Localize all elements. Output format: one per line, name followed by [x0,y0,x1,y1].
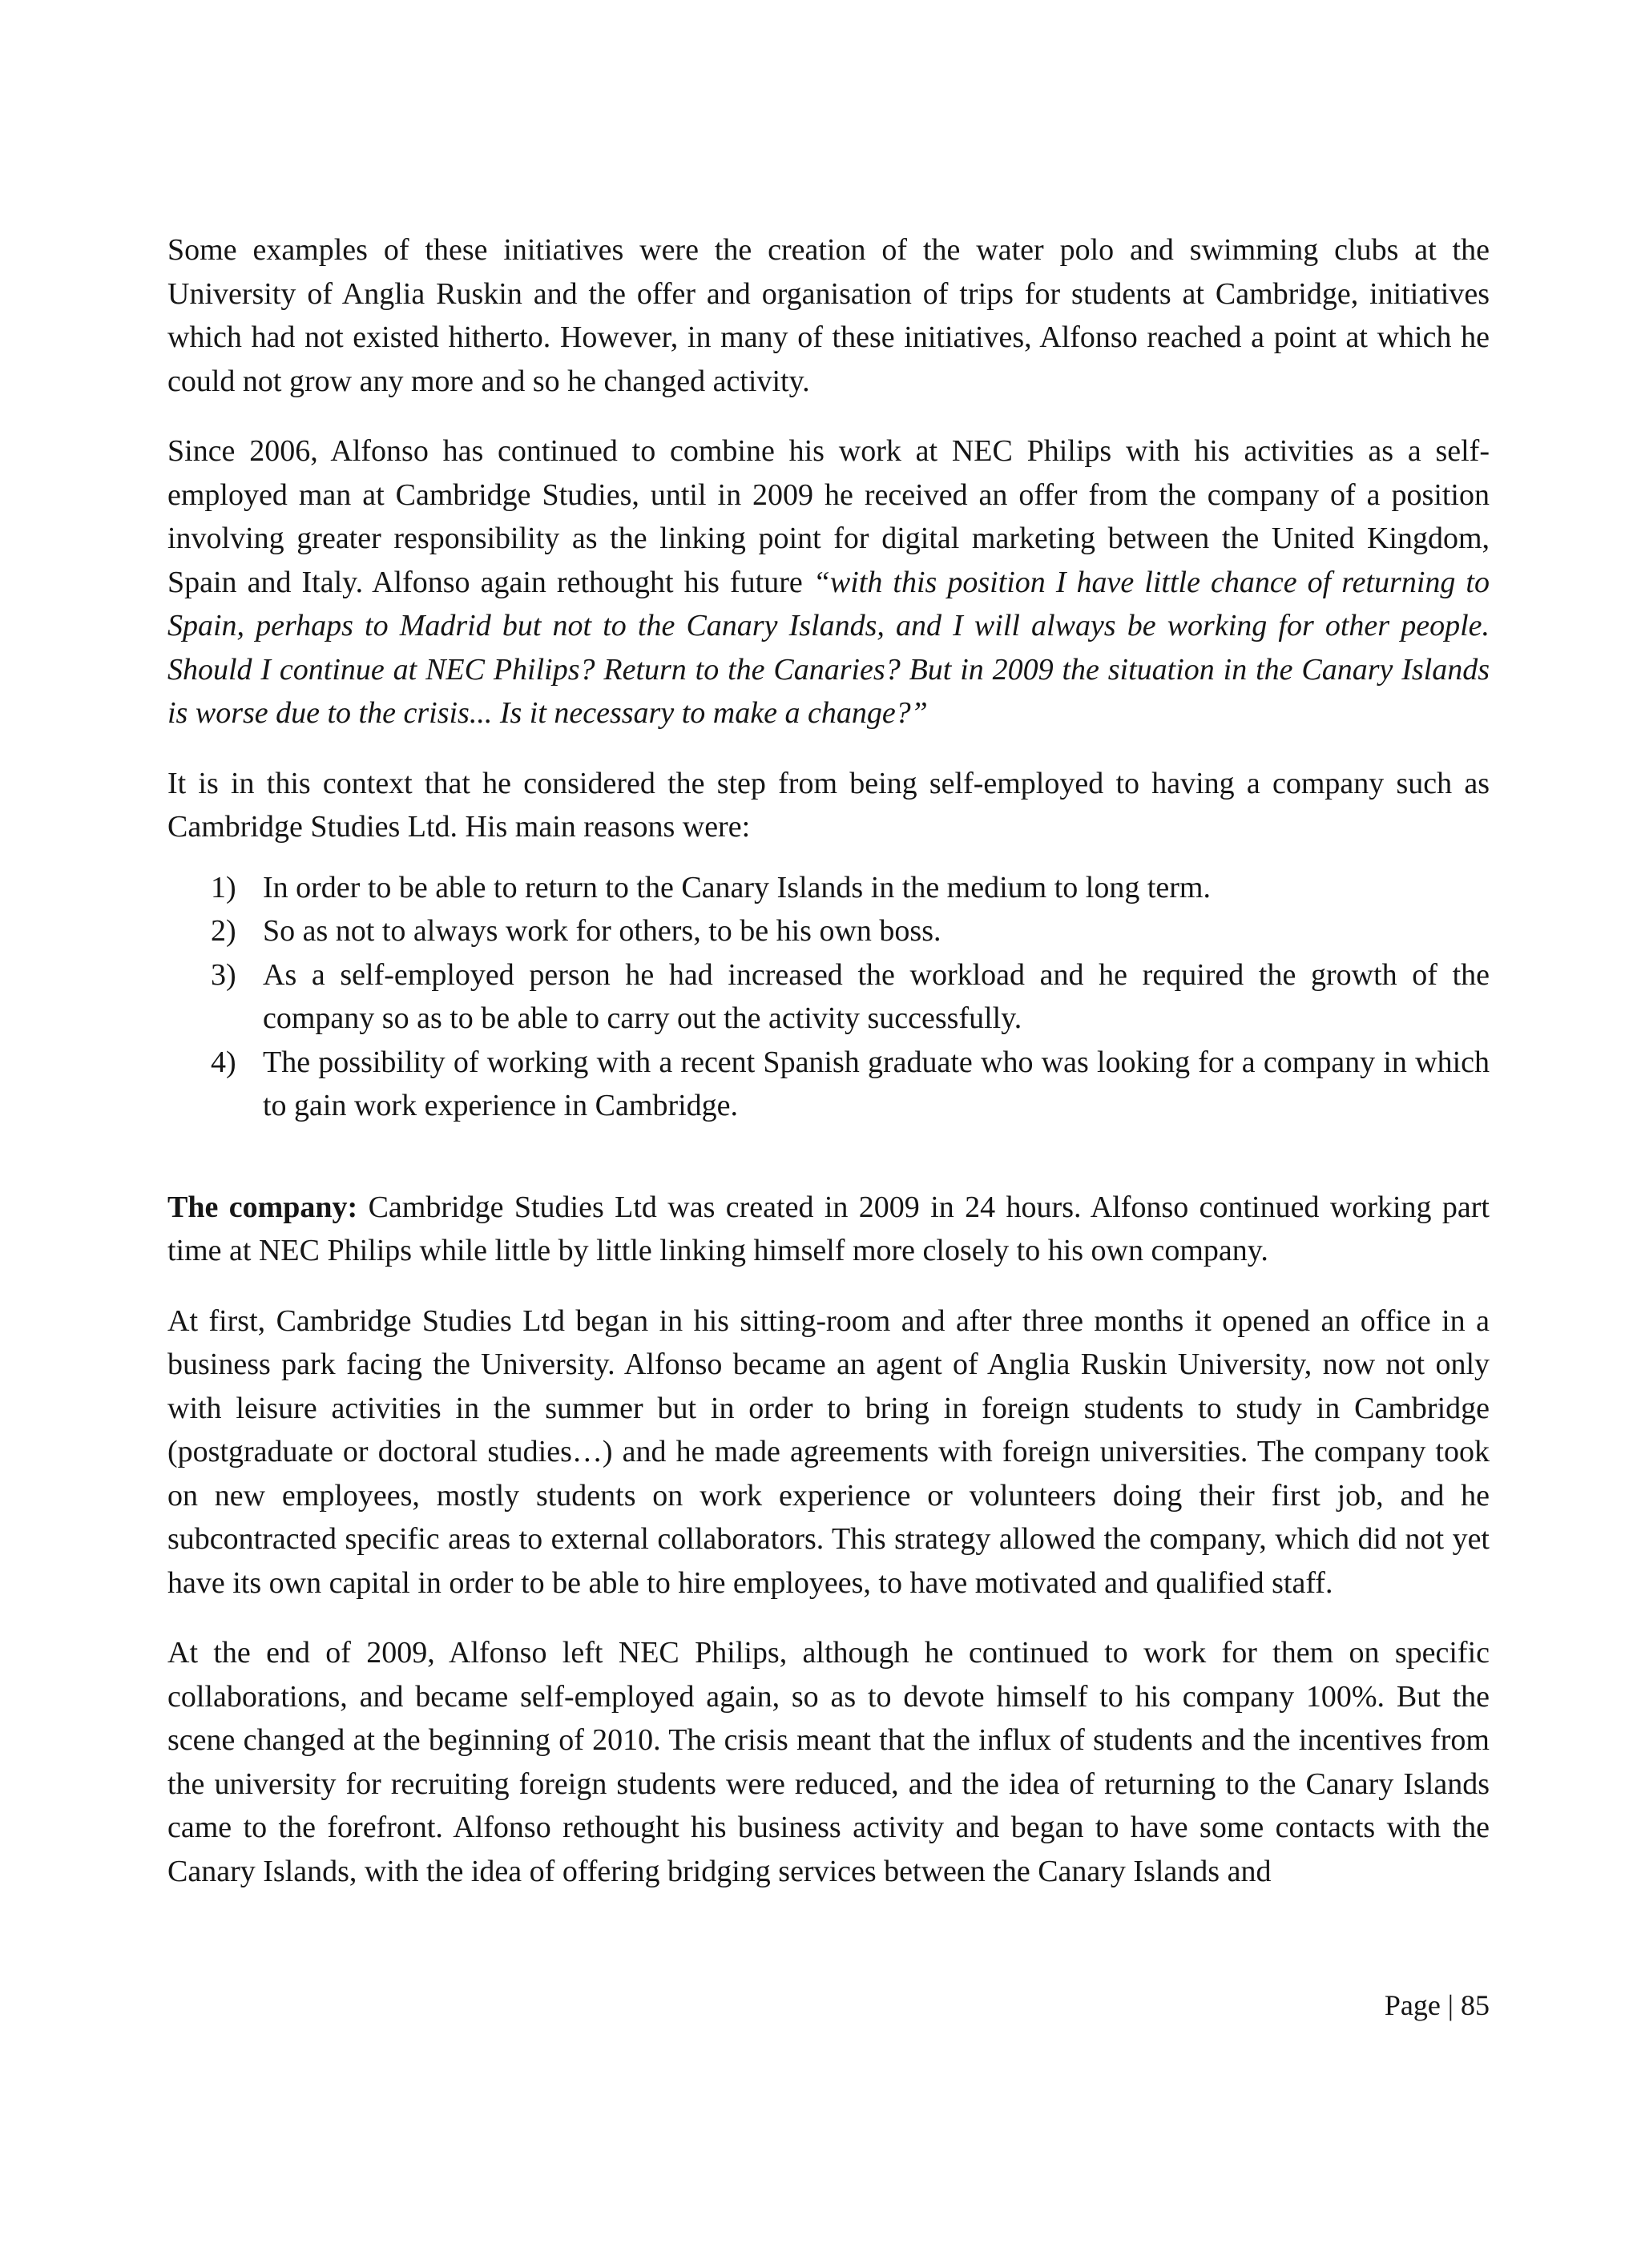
reason-number: 4) [211,1045,236,1079]
reason-number: 3) [211,957,236,992]
company-text: Cambridge Studies Ltd was created in 2009 in 24 hours. Alfonso continued working part time at NEC Philips while little by little linking himself more closely to his own company. [167,1190,1490,1267]
paragraph-since-2006 [167,429,1490,735]
reason-text: So as not to always work for others, to be his own boss. [263,914,941,948]
reason-item [167,953,1490,1041]
company-label: The company: [167,1190,358,1224]
reason-item [167,1041,1490,1128]
reason-item [167,909,1490,953]
paragraph-since-2006-text: Since 2006, Alfonso has continued to combine his work at NEC Philips with his activities as a self-employed man at Cambridge Studies, until in 2009 he received an offer from the company of a position involving greater responsibility as the linking point for digital marketing between the United Kingdom, Spain and Italy. Alfonso again rethought his future [167,434,1490,599]
reason-number: 2) [211,914,236,948]
body-text [167,228,1490,1920]
paragraph-end-of-2009: At the end of 2009, Alfonso left NEC Philips, although he continued to work for them on specific collaborations, and became self-employed again, so as to devote himself to his company 100%. But the scene changed at the beginning of 2010. The crisis meant that the influx of students and the incentives from the university for recruiting foreign students were reduced, and the idea of returning to the Canary Islands came to the forefront. Alfonso rethought his business activity and began to have some contacts with the Canary Islands, with the idea of offering bridging services between the Canary Islands and [167,1636,1490,1888]
reason-number: 1) [211,870,236,904]
alfonso-quote: “with this position I have little chance of returning to Spain, perhaps to Madrid but not to the Canary Islands, and I will always be working for other people. Should I continue at NEC Philips? Return to the Canaries? But in 2009 the situation in the Canary Islands is worse due to the crisis... Is it necessary to make a change?” [167,565,1490,730]
reasons-list [167,866,1490,1128]
page-number: Page | 85 [1384,1989,1490,2021]
reason-text: The possibility of working with a recent Spanish graduate who was looking for a company in which to gain work experience in Cambridge. [263,1045,1490,1122]
paragraph-the-company [167,1186,1490,1273]
paragraph-context: It is in this context that he considered the step from being self-employed to having a company such as Cambridge Studies Ltd. His main reasons were: [167,766,1490,844]
reason-text: In order to be able to return to the Canary Islands in the medium to long term. [263,870,1211,904]
reason-item [167,866,1490,910]
paragraph-initiatives: Some examples of these initiatives were the creation of the water polo and swimming clubs at the University of Anglia Ruskin and the offer and organisation of trips for students at Cambridge, initiatives which had not existed hitherto. However, in many of these initiatives, Alfonso reached a point at which he could not grow any more and so he changed activity. [167,233,1490,398]
paragraph-at-first: At first, Cambridge Studies Ltd began in his sitting-room and after three months it opened an office in a business park facing the University. Alfonso became an agent of Anglia Ruskin University, now not only with leisure activities in the summer but in order to bring in foreign students to study in Cambridge (postgraduate or doctoral studies…) and he made agreements with foreign universities. The company took on new employees, mostly students on work experience or volunteers doing their first job, and he subcontracted specific areas to external collaborators. This strategy allowed the company, which did not yet have its own capital in order to be able to hire employees, to have motivated and qualified staff. [167,1303,1490,1600]
reason-text: As a self-employed person he had increased the workload and he required the growth of the company so as to be able to carry out the activity successfully. [263,957,1490,1035]
